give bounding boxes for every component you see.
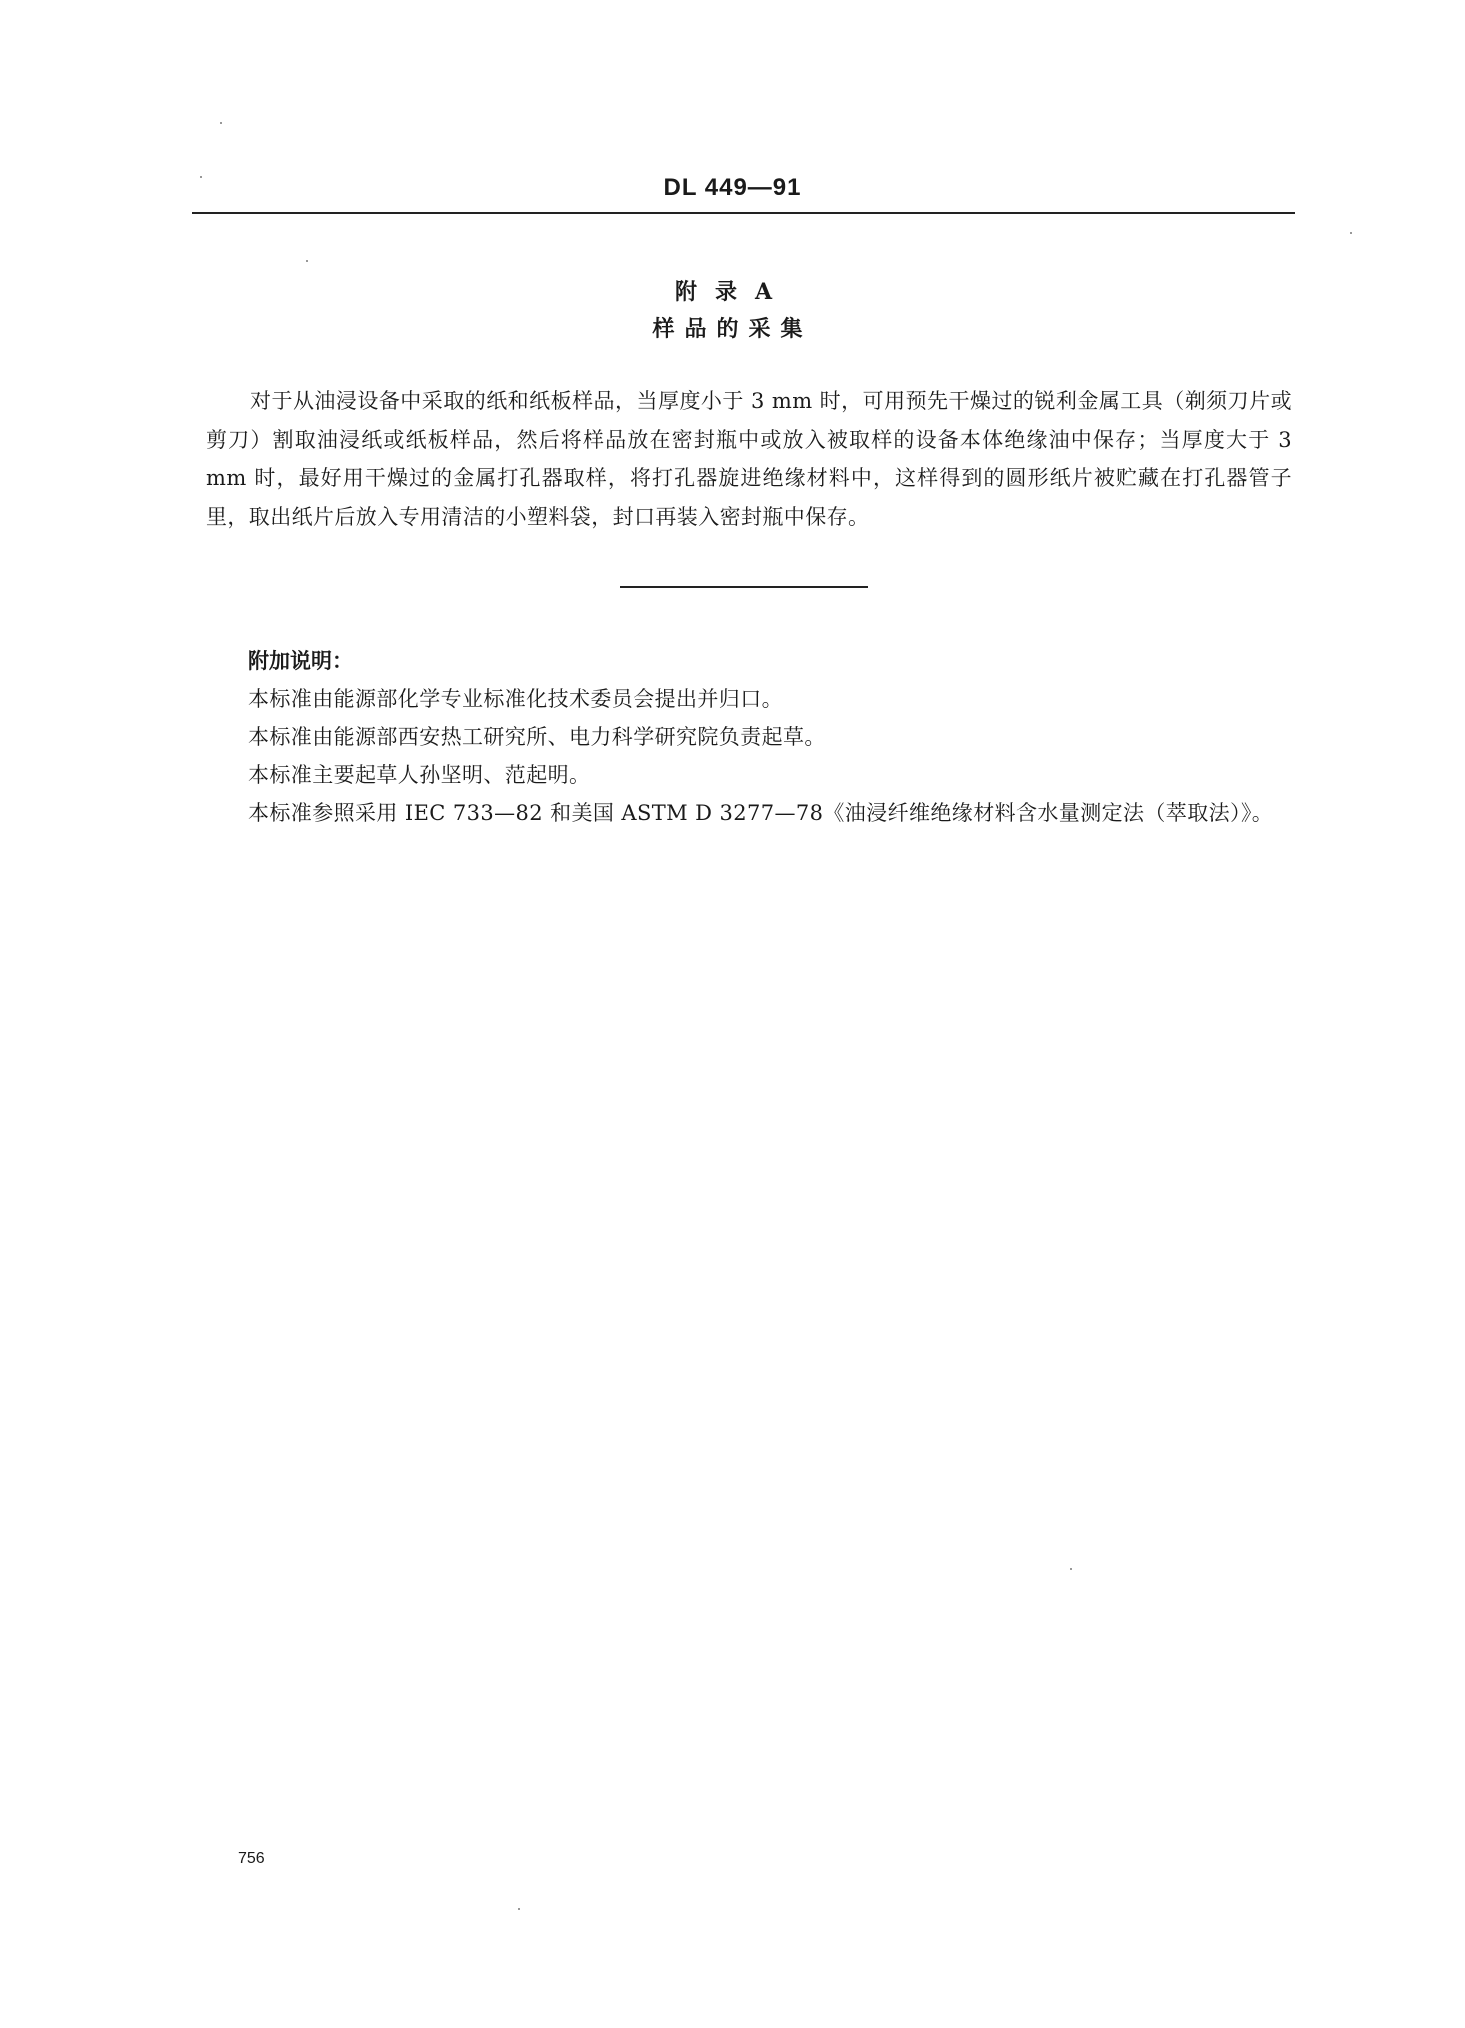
page-number: 756 <box>238 1850 265 1867</box>
section-divider <box>620 586 868 588</box>
note-line: 本标准参照采用 IEC 733—82 和美国 ASTM D 3277—78《油浸纤维绝缘材料含水量测定法（萃取法）》。 <box>248 801 1274 825</box>
scan-speck <box>1350 232 1352 234</box>
note-line: 本标准由能源部化学专业标准化技术委员会提出并归口。 <box>248 687 783 711</box>
scan-speck <box>1070 1568 1072 1570</box>
scan-speck <box>200 176 202 178</box>
appendix-title: 样品的采集 <box>652 316 813 342</box>
document-code-header: DL 449—91 <box>663 174 802 201</box>
header-rule <box>192 212 1295 214</box>
note-line: 本标准主要起草人孙坚明、范起明。 <box>248 763 591 787</box>
scan-speck <box>306 260 308 262</box>
notes-heading: 附加说明： <box>248 648 353 673</box>
scan-speck <box>220 122 222 124</box>
additional-notes <box>206 642 1292 832</box>
note-line: 本标准由能源部西安热工研究所、电力科学研究院负责起草。 <box>248 725 826 749</box>
body-paragraph: 对于从油浸设备中采取的纸和纸板样品，当厚度小于 3 mm 时，可用预先干燥过的锐利金属工具（剃须刀片或剪刀）割取油浸纸或纸板样品，然后将样品放在密封瓶中或放入被取样的设备本体绝缘油中保存；当厚度大于 3 mm 时，最好用干燥过的金属打孔器取样，将打孔器旋进绝缘材料中，这样得到的圆形纸片被贮藏在打孔器管子里，取出纸片后放入专用清洁的小塑料袋，封口再装入密封瓶中保存。 <box>206 389 1292 529</box>
scan-speck <box>518 1908 520 1910</box>
appendix-label: 附录A <box>674 279 791 305</box>
